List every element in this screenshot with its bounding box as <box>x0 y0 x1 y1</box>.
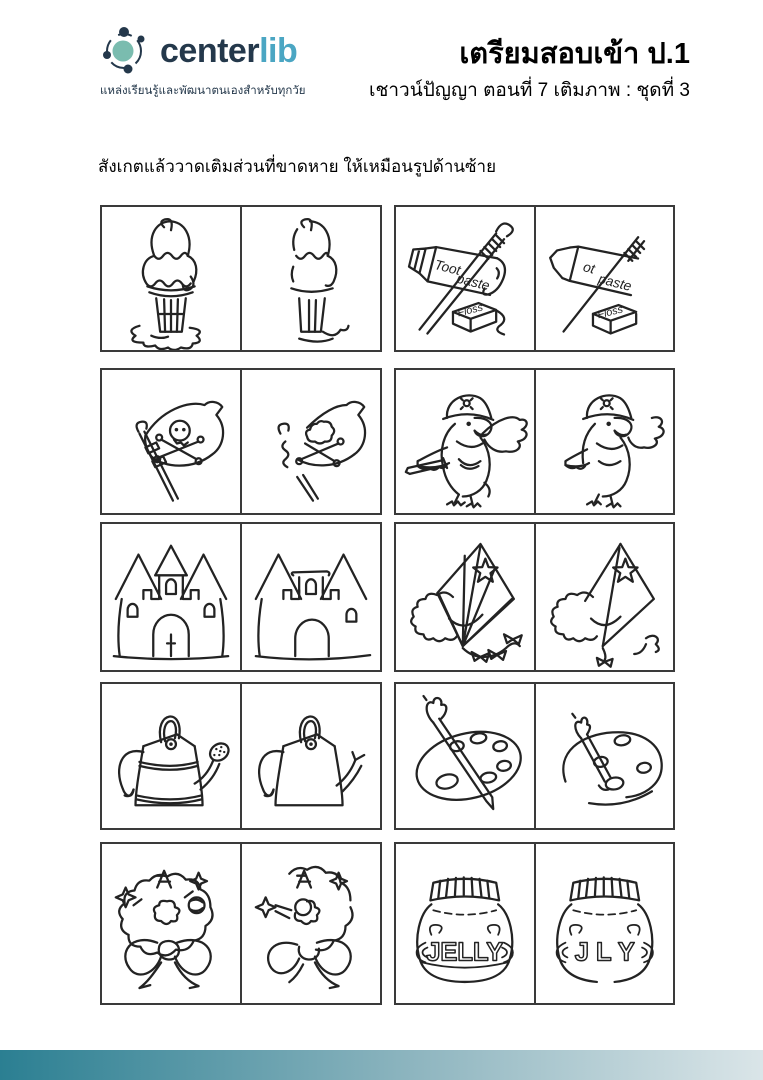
instruction-text: สังเกตแล้ววาดเติมส่วนที่ขาดหาย ให้เหมือนรูปด้านซ้าย <box>98 157 497 176</box>
cell-palette-incomplete <box>534 684 674 828</box>
cell-jelly-jar-complete <box>396 844 534 1003</box>
pair-castle <box>100 522 382 672</box>
cell-kite-complete <box>396 524 534 670</box>
cell-pirate-flag-incomplete <box>240 370 380 513</box>
jelly-jar-incomplete-drawing <box>536 844 674 1003</box>
watering-can-complete-drawing <box>102 684 240 828</box>
pair-parrot <box>394 368 675 515</box>
toothpaste-complete-drawing <box>396 207 534 350</box>
toothpaste-text-right: paste <box>596 271 633 294</box>
pair-palette <box>394 682 675 830</box>
floss-text: Floss <box>595 303 624 322</box>
cell-castle-incomplete <box>240 524 380 670</box>
cell-castle-complete <box>102 524 240 670</box>
centerlib-logo-icon <box>98 24 152 78</box>
cell-palette-complete <box>396 684 534 828</box>
pirate-flag-incomplete-drawing <box>242 370 380 513</box>
cell-parrot-incomplete <box>534 370 674 513</box>
cell-ice-cream-incomplete <box>240 207 380 350</box>
castle-complete-drawing <box>102 524 240 670</box>
kite-complete-drawing <box>396 524 534 670</box>
watering-can-incomplete-drawing <box>242 684 380 828</box>
bouquet-incomplete-drawing <box>242 844 380 1003</box>
brand-tagline: แหล่งเรียนรู้และพัฒนาตนเองสำหรับทุกวัย <box>100 85 306 97</box>
jelly-label: JELLY <box>426 938 504 967</box>
cell-watering-can-incomplete <box>240 684 380 828</box>
cell-ice-cream-complete <box>102 207 240 350</box>
ice-cream-incomplete-drawing <box>242 207 380 350</box>
title-block <box>369 38 690 105</box>
bouquet-complete-drawing <box>102 844 240 1003</box>
cell-pirate-flag-complete <box>102 370 240 513</box>
pair-toothpaste <box>394 205 675 352</box>
castle-incomplete-drawing <box>242 524 380 670</box>
cell-toothpaste-incomplete <box>534 207 674 350</box>
pair-pirate-flag <box>100 368 382 515</box>
page-title: เตรียมสอบเข้า ป.1 <box>459 38 690 70</box>
palette-incomplete-drawing <box>536 684 674 828</box>
cell-toothpaste-complete <box>396 207 534 350</box>
palette-complete-drawing <box>396 684 534 828</box>
toothpaste-text-right: paste <box>454 270 492 294</box>
ice-cream-complete-drawing <box>102 207 240 350</box>
floss-text: Floss <box>456 301 485 320</box>
cell-watering-can-complete <box>102 684 240 828</box>
parrot-incomplete-drawing <box>536 370 674 513</box>
pair-bouquet <box>100 842 382 1005</box>
kite-incomplete-drawing <box>536 524 674 670</box>
pair-kite <box>394 522 675 672</box>
toothpaste-text-left: ot <box>581 259 596 277</box>
pair-watering-can <box>100 682 382 830</box>
page-subtitle: เชาวน์ปัญญา ตอนที่ 7 เติมภาพ : ชุดที่ 3 <box>368 80 690 102</box>
cell-jelly-jar-incomplete <box>534 844 674 1003</box>
cell-bouquet-incomplete <box>240 844 380 1003</box>
brand-center-text: center <box>160 31 260 70</box>
cell-bouquet-complete <box>102 844 240 1003</box>
toothpaste-text-left: Toot <box>433 257 463 279</box>
pair-ice-cream <box>100 205 382 352</box>
brand-lib-text: lib <box>259 31 298 70</box>
cell-kite-incomplete <box>534 524 674 670</box>
logo <box>98 24 306 100</box>
parrot-complete-drawing <box>396 370 534 513</box>
pirate-flag-complete-drawing <box>102 370 240 513</box>
jelly-label-partial: J L Y <box>574 938 635 967</box>
brand-wordmark <box>160 32 297 71</box>
footer-bar <box>0 1050 763 1080</box>
cell-parrot-complete <box>396 370 534 513</box>
toothpaste-incomplete-drawing <box>536 207 674 350</box>
jelly-jar-complete-drawing <box>396 844 534 1003</box>
pair-jelly-jar <box>394 842 675 1005</box>
